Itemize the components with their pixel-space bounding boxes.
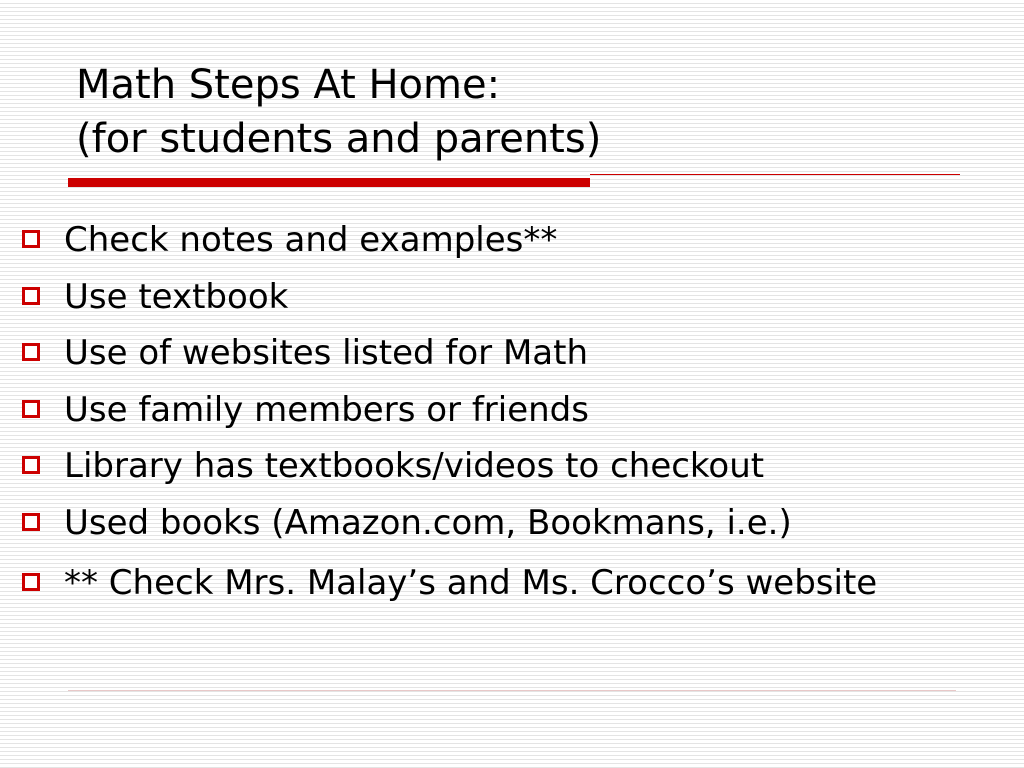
bullet-item xyxy=(18,444,1008,501)
title-line-1: Math Steps At Home: xyxy=(76,62,501,108)
square-bullet-icon xyxy=(22,230,40,248)
bullet-item xyxy=(18,275,1008,332)
bullet-text: Library has textbooks/videos to checkout xyxy=(64,446,765,486)
bullet-text: ** Check Mrs. Malay’s and Ms. Crocco’s website xyxy=(64,563,878,603)
square-bullet-icon xyxy=(22,343,40,361)
square-bullet-icon xyxy=(22,513,40,531)
title-line-2: (for students and parents) xyxy=(76,116,602,162)
bullet-text: Use textbook xyxy=(64,276,289,317)
bullet-item xyxy=(18,218,1008,275)
bullet-text: Use family members or friends xyxy=(64,389,589,430)
square-bullet-icon xyxy=(22,287,40,305)
bullet-item xyxy=(18,501,1008,558)
bullet-list xyxy=(18,218,1008,605)
bullet-item xyxy=(18,388,1008,445)
bullet-item-note xyxy=(18,561,1008,605)
square-bullet-icon xyxy=(22,400,40,418)
bullet-text: Check notes and examples** xyxy=(64,220,558,260)
footer-divider xyxy=(68,690,956,691)
bullet-text: Used books (Amazon.com, Bookmans, i.e.) xyxy=(64,502,792,543)
slide-title xyxy=(76,58,956,166)
bullet-text: Use of websites listed for Math xyxy=(64,333,588,373)
square-bullet-icon xyxy=(22,456,40,474)
bullet-item xyxy=(18,331,1008,388)
square-bullet-icon xyxy=(22,573,40,591)
title-underline-thin xyxy=(590,174,960,175)
title-underline-thick xyxy=(68,178,590,187)
